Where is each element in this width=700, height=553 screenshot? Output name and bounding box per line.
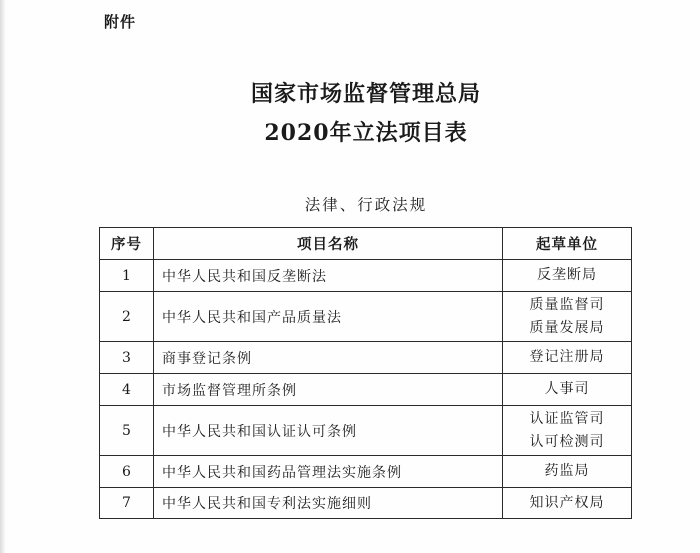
header-seq: 序号 [100, 228, 154, 260]
header-project-name: 项目名称 [154, 228, 503, 260]
row-drafting-unit [503, 488, 632, 519]
unit-line: 质量监督司 [529, 296, 605, 313]
unit-line: 质量发展局 [529, 319, 605, 336]
row-project-name: 中华人民共和国认证认可条例 [154, 406, 503, 456]
unit-line: 药监局 [544, 463, 590, 479]
document-subtitle: 2020年立法项目表 [264, 120, 468, 146]
document-title: 国家市场监督管理总局 [250, 81, 481, 107]
row-drafting-unit [503, 292, 632, 342]
row-drafting-unit [503, 260, 632, 292]
table-row [100, 374, 632, 406]
row-drafting-unit [503, 342, 632, 374]
unit-line: 人事司 [544, 381, 590, 397]
row-seq: 3 [100, 342, 154, 374]
table-row [100, 260, 632, 292]
table-row [100, 406, 632, 456]
row-project-name: 市场监督管理所条例 [154, 374, 503, 406]
header-drafting-unit: 起草单位 [503, 228, 632, 260]
attachment-label: 附件 [104, 13, 137, 31]
row-drafting-unit [503, 406, 632, 456]
row-project-name: 中华人民共和国反垄断法 [154, 260, 503, 292]
table-row [100, 342, 632, 374]
legislation-table [99, 227, 632, 519]
row-seq: 1 [100, 260, 154, 292]
row-project-name: 商事登记条例 [154, 342, 503, 374]
row-drafting-unit [503, 374, 632, 406]
unit-line: 认证监管司 [529, 410, 605, 427]
row-seq: 7 [100, 488, 154, 519]
row-seq: 6 [100, 456, 154, 488]
row-project-name: 中华人民共和国专利法实施细则 [154, 488, 503, 519]
unit-line: 认可检测司 [529, 433, 605, 450]
row-seq: 2 [100, 292, 154, 342]
row-seq: 5 [100, 406, 154, 456]
unit-line: 反垄断局 [537, 267, 597, 283]
row-project-name: 中华人民共和国药品管理法实施条例 [154, 456, 503, 488]
row-project-name: 中华人民共和国产品质量法 [154, 292, 503, 342]
table-row [100, 292, 632, 342]
unit-line: 知识产权局 [529, 494, 605, 511]
table-row [100, 488, 632, 519]
section-heading: 法律、行政法规 [304, 196, 428, 214]
row-drafting-unit [503, 456, 632, 488]
table-header-row [100, 228, 632, 260]
row-seq: 4 [100, 374, 154, 406]
unit-line: 登记注册局 [529, 349, 605, 365]
table-row [100, 456, 632, 488]
